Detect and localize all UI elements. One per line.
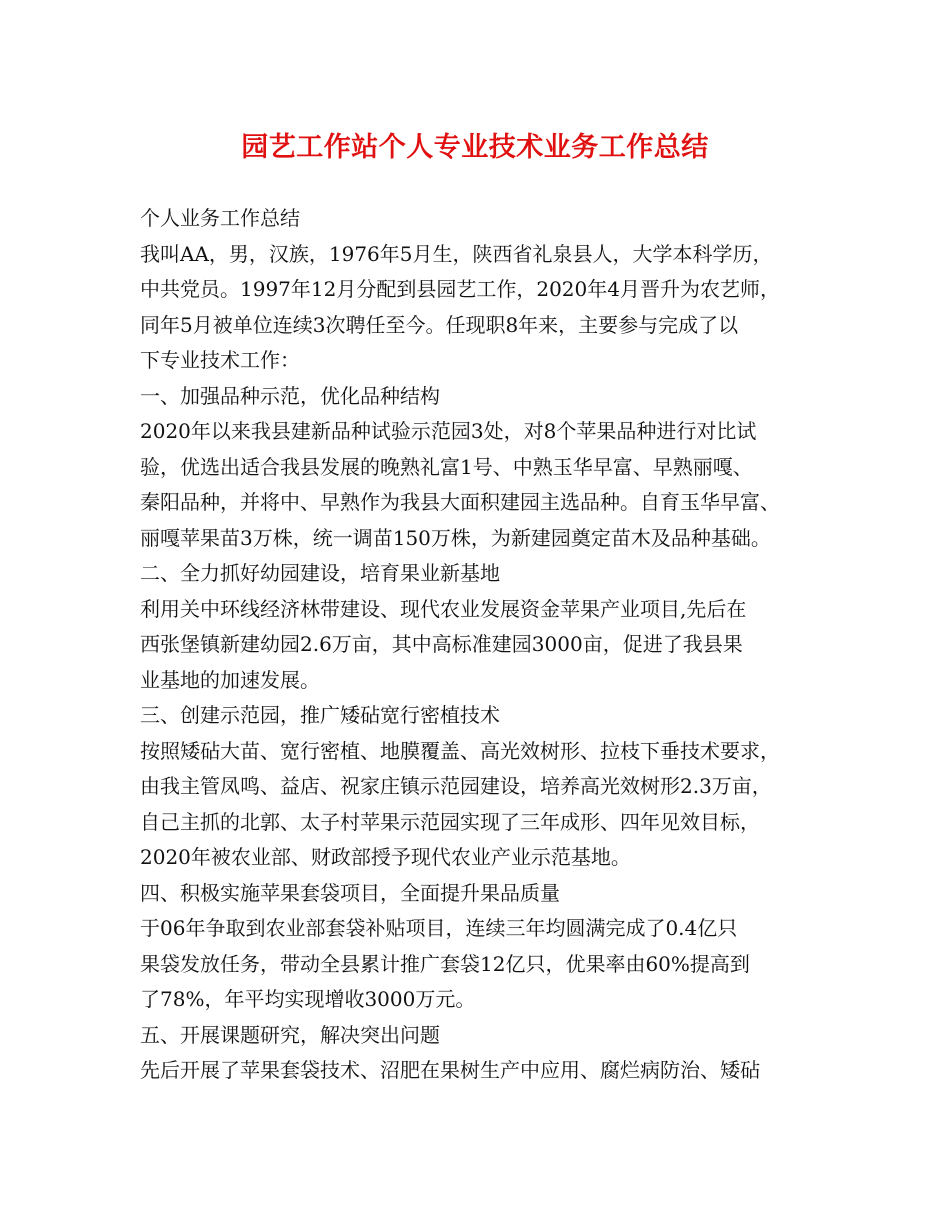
body-line: 利用关中环线经济林带建设、现代农业发展资金苹果产业项目,先后在 — [140, 596, 747, 621]
body-line: 果袋发放任务，带动全县累计推广套袋12亿只，优果率由60%提高到 — [140, 951, 750, 976]
body-line: 验，优选出适合我县发展的晚熟礼富1号、中熟玉华早富、早熟丽嘎、 — [140, 454, 753, 479]
section-heading-5: 五、开展课题研究，解决突出问题 — [140, 1022, 440, 1047]
body-line: 由我主管凤鸣、益店、祝家庄镇示范园建设，培养高光效树形2.3万亩， — [140, 774, 772, 798]
document-body — [140, 201, 830, 1089]
body-line: 同年5月被单位连续3次聘任至今。任现职8年来，主要参与完成了以 — [140, 312, 739, 337]
body-line: 西张堡镇新建幼园2.6万亩，其中高标准建园3000亩，促进了我县果 — [140, 632, 743, 656]
body-line: 中共党员。1997年12月分配到县园艺工作，2020年4月晋升为农艺师， — [140, 277, 780, 301]
body-line: 了78%，年平均实现增收3000万元。 — [140, 987, 476, 1011]
body-line: 2020年以来我县建新品种试验示范园3处，对8个苹果品种进行对比试 — [140, 419, 757, 443]
body-line: 按照矮砧大苗、宽行密植、地膜覆盖、高光效树形、拉枝下垂技术要求， — [140, 738, 780, 763]
body-line: 2020年被农业部、财政部授予现代农业产业示范基地。 — [140, 845, 631, 869]
section-heading-4: 四、积极实施苹果套袋项目，全面提升果品质量 — [140, 880, 560, 905]
body-line: 下专业技术工作： — [140, 348, 300, 372]
section-heading-3: 三、创建示范园，推广矮砧宽行密植技术 — [140, 703, 500, 727]
section-heading-1: 一、加强品种示范，优化品种结构 — [140, 383, 440, 408]
body-line: 于06年争取到农业部套袋补贴项目，连续三年均圆满完成了0.4亿只 — [140, 916, 738, 940]
body-line: 秦阳品种，并将中、早熟作为我县大面积建园主选品种。自育玉华早富、 — [140, 490, 780, 514]
document-title: 园艺工作站个人专业技术业务工作总结 — [241, 132, 709, 163]
body-line: 业基地的加速发展。 — [140, 667, 320, 692]
section-heading-2: 二、全力抓好幼园建设，培育果业新基地 — [140, 561, 500, 585]
body-line: 个人业务工作总结 — [140, 206, 300, 230]
body-line: 我叫AA，男，汉族，1976年5月生，陕西省礼泉县人，大学本科学历， — [140, 241, 773, 266]
body-line: 先后开展了苹果套袋技术、沼肥在果树生产中应用、腐烂病防治、矮砧 — [140, 1058, 760, 1082]
body-line: 自己主抓的北郭、太子村苹果示范园实现了三年成形、四年见效目标， — [140, 809, 760, 834]
body-line: 丽嘎苹果苗3万株，统一调苗150万株，为新建园奠定苗木及品种基础。 — [140, 525, 771, 550]
